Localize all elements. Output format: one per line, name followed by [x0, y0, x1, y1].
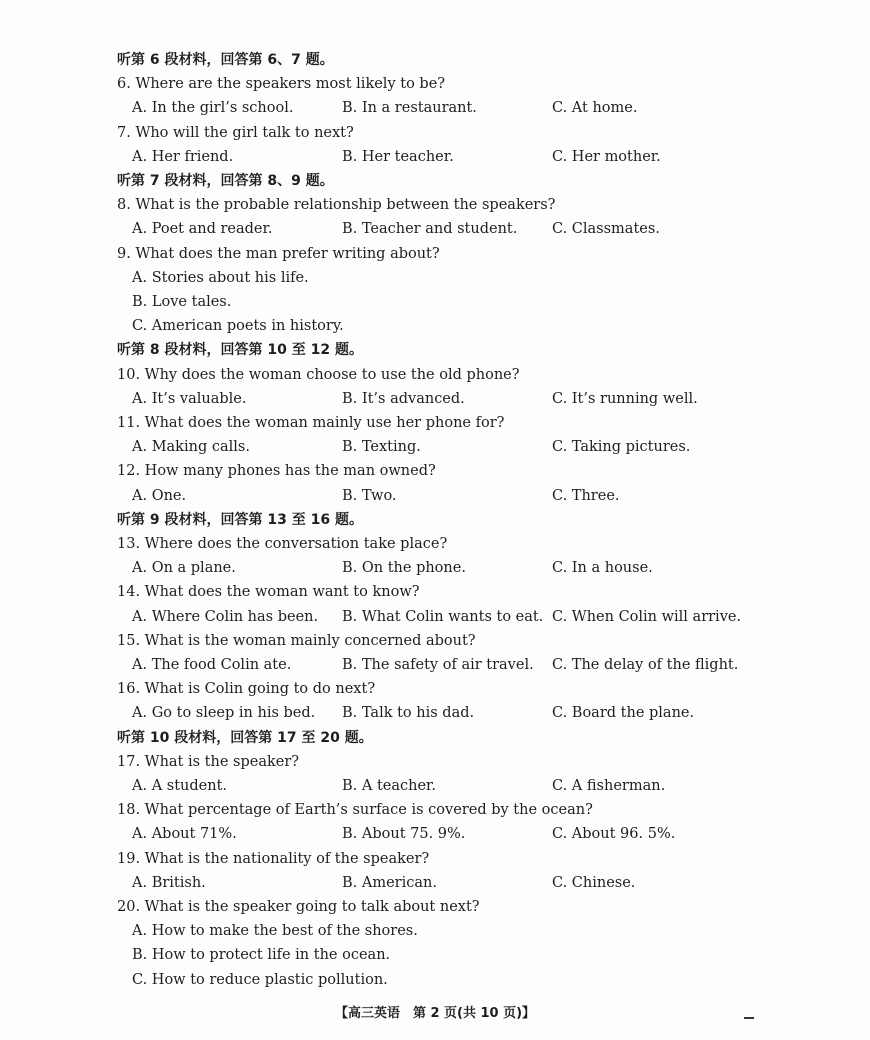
section-header: 听第 9 段材料，回答第 13 至 16 题。	[117, 511, 363, 528]
answer-option: C. It’s running well.	[552, 390, 698, 407]
answer-option: B. A teacher.	[342, 778, 436, 794]
question-stem: 7. Who will the girl talk to next?	[117, 124, 354, 141]
answer-option: A. Where Colin has been.	[132, 608, 319, 625]
answer-option: B. Texting.	[342, 439, 421, 456]
answer-option: A. It’s valuable.	[132, 390, 247, 407]
answer-option: B. It’s advanced.	[342, 390, 465, 407]
answer-option: C. A fisherman.	[552, 778, 666, 794]
page-footer: 【高三英语 第 2 页(共 10 页)】	[334, 1006, 536, 1021]
answer-option: A. On a plane.	[132, 560, 236, 577]
question-stem: 16. What is Colin going to do next?	[117, 681, 376, 698]
question-stem: 8. What is the probable relationship between the speakers?	[117, 197, 556, 214]
question-stem: 9. What does the man prefer writing about?	[117, 245, 440, 262]
answer-option: A. Making calls.	[132, 439, 250, 456]
section-header: 听第 6 段材料，回答第 6、7 题。	[117, 52, 334, 68]
section-header: 听第 7 段材料，回答第 8、9 题。	[117, 173, 334, 189]
question-stem: 11. What does the woman mainly use her phone for?	[117, 415, 505, 431]
answer-option: A. Go to sleep in his bed.	[132, 705, 316, 722]
section-header: 听第 8 段材料，回答第 10 至 12 题。	[117, 342, 363, 359]
answer-option: C. The delay of the flight.	[552, 657, 739, 673]
answer-option: B. In a restaurant.	[342, 100, 477, 117]
answer-option: A. Her friend.	[132, 148, 234, 165]
answer-option: B. Love tales.	[132, 294, 232, 310]
question-stem: 15. What is the woman mainly concerned about?	[117, 632, 476, 649]
answer-option: B. How to protect life in the ocean.	[132, 947, 391, 964]
answer-option: C. Her mother.	[552, 148, 661, 165]
answer-option: A. How to make the best of the shores.	[132, 923, 418, 940]
section-header: 听第 10 段材料，回答第 17 至 20 题。	[117, 729, 373, 746]
answer-option: B. What Colin wants to eat.	[342, 608, 544, 625]
answer-option: C. Taking pictures.	[552, 439, 691, 456]
question-stem: 12. How many phones has the man owned?	[117, 463, 436, 480]
corner-mark	[744, 1017, 754, 1019]
answer-option: C. How to reduce plastic pollution.	[132, 971, 388, 988]
question-stem: 14. What does the woman want to know?	[117, 584, 420, 601]
answer-option: B. Two.	[342, 487, 397, 504]
answer-option: B. Teacher and student.	[342, 221, 518, 238]
question-stem: 20. What is the speaker going to talk about next?	[117, 899, 480, 915]
question-stem: 6. Where are the speakers most likely to be?	[117, 76, 446, 93]
answer-option: C. American poets in history.	[132, 318, 344, 335]
question-stem: 18. What percentage of Earth’s surface is covered by the ocean?	[117, 802, 593, 819]
question-stem: 13. Where does the conversation take place?	[117, 536, 448, 552]
answer-option: C. Classmates.	[552, 221, 660, 238]
answer-option: B. About 75. 9%.	[342, 826, 466, 843]
question-stem: 19. What is the nationality of the speaker?	[117, 850, 430, 867]
answer-option: A. About 71%.	[132, 826, 237, 843]
answer-option: B. The safety of air travel.	[342, 657, 534, 673]
answer-option: C. Chinese.	[552, 874, 636, 891]
answer-option: B. Talk to his dad.	[342, 705, 475, 722]
answer-option: C. At home.	[552, 100, 638, 117]
answer-option: C. Three.	[552, 487, 620, 504]
question-stem: 17. What is the speaker?	[117, 753, 300, 770]
answer-option: B. American.	[342, 874, 437, 891]
question-stem: 10. Why does the woman choose to use the old phone?	[117, 366, 520, 383]
answer-option: C. In a house.	[552, 560, 653, 577]
answer-option: A. Stories about his life.	[132, 269, 309, 286]
answer-option: A. One.	[132, 487, 187, 504]
answer-option: B. On the phone.	[342, 560, 466, 577]
answer-option: A. The food Colin ate.	[132, 657, 292, 673]
answer-option: C. Board the plane.	[552, 705, 695, 722]
answer-option: A. British.	[132, 874, 206, 891]
answer-option: A. Poet and reader.	[132, 221, 273, 238]
answer-option: C. When Colin will arrive.	[552, 608, 742, 625]
answer-option: A. A student.	[132, 778, 228, 794]
answer-option: A. In the girl’s school.	[132, 100, 294, 117]
answer-option: C. About 96. 5%.	[552, 826, 676, 843]
answer-option: B. Her teacher.	[342, 148, 454, 165]
